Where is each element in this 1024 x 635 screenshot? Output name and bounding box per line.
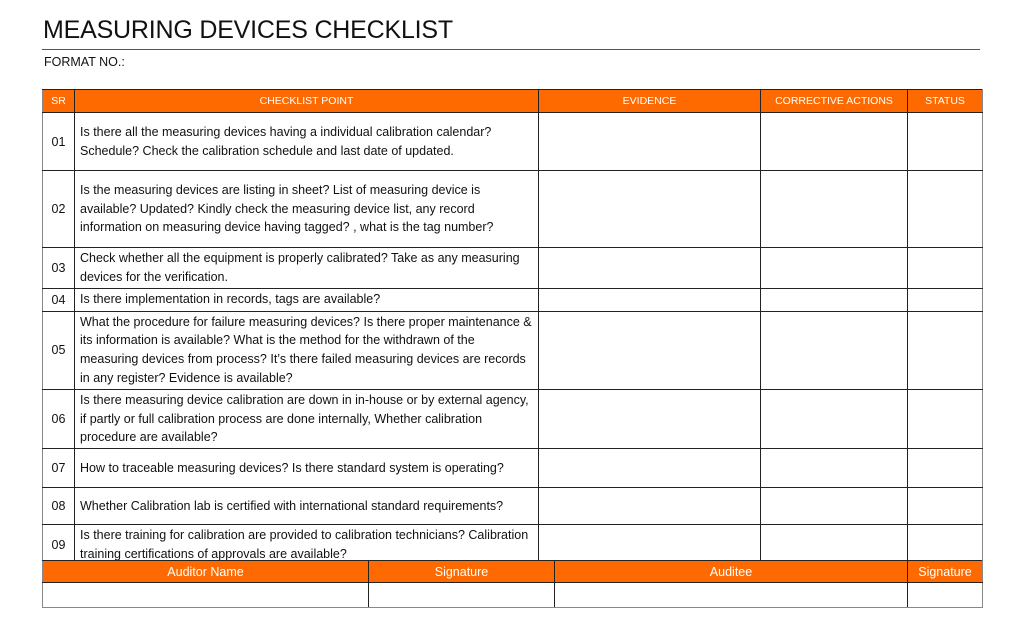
table-row: [43, 311, 983, 389]
checklist-point-cell: How to traceable measuring devices? Is there standard system is operating?: [75, 449, 539, 488]
status-cell[interactable]: [908, 248, 983, 289]
corrective-actions-cell[interactable]: [761, 488, 908, 525]
table-row: [43, 288, 983, 311]
evidence-cell[interactable]: [539, 389, 761, 448]
title-divider: [42, 49, 980, 50]
sr-cell: 01: [43, 113, 75, 171]
table-row: [43, 171, 983, 248]
checklist-point-cell: Whether Calibration lab is certified with international standard requirements?: [75, 488, 539, 525]
auditee-signature-field[interactable]: [908, 583, 983, 608]
auditee-field[interactable]: [555, 583, 908, 608]
checklist-table: [42, 89, 983, 566]
checklist-header-row: [43, 90, 983, 113]
corrective-actions-cell[interactable]: [761, 248, 908, 289]
table-row: [43, 248, 983, 289]
column-header-auditee-signature: Signature: [908, 561, 983, 583]
checklist-point-cell: Is there implementation in records, tags are available?: [75, 288, 539, 311]
table-row: [43, 488, 983, 525]
auditor-name-field[interactable]: [43, 583, 369, 608]
corrective-actions-cell[interactable]: [761, 449, 908, 488]
column-header-sr: SR: [43, 90, 75, 113]
sr-cell: 03: [43, 248, 75, 289]
format-number-label: FORMAT NO.:: [44, 55, 125, 69]
status-cell[interactable]: [908, 171, 983, 248]
evidence-cell[interactable]: [539, 248, 761, 289]
corrective-actions-cell[interactable]: [761, 288, 908, 311]
checklist-point-cell: Is there measuring device calibration are down in in-house or by external agency, if partly or full calibration process are done internally, Whether calibration procedure are available?: [75, 389, 539, 448]
corrective-actions-cell[interactable]: [761, 171, 908, 248]
checklist-point-cell: Is there all the measuring devices having a individual calibration calendar? Schedule? Check the calibration schedule and last date of updated.: [75, 113, 539, 171]
checklist-point-cell: Check whether all the equipment is properly calibrated? Take as any measuring devices for the verification.: [75, 248, 539, 289]
sr-cell: 07: [43, 449, 75, 488]
corrective-actions-cell[interactable]: [761, 389, 908, 448]
evidence-cell[interactable]: [539, 449, 761, 488]
column-header-auditor-name: Auditor Name: [43, 561, 369, 583]
corrective-actions-cell[interactable]: [761, 311, 908, 389]
checklist-point-cell: Is the measuring devices are listing in sheet? List of measuring device is available? Updated? Kindly check the measuring device list, any record information on measuring device having tagged? , what is the tag number?: [75, 171, 539, 248]
auditor-signature-field[interactable]: [369, 583, 555, 608]
column-header-auditor-signature: Signature: [369, 561, 555, 583]
status-cell[interactable]: [908, 389, 983, 448]
column-header-auditee: Auditee: [555, 561, 908, 583]
column-header-checklist-point: CHECKLIST POINT: [75, 90, 539, 113]
evidence-cell[interactable]: [539, 488, 761, 525]
sr-cell: 02: [43, 171, 75, 248]
evidence-cell[interactable]: [539, 171, 761, 248]
status-cell[interactable]: [908, 288, 983, 311]
corrective-actions-cell[interactable]: [761, 113, 908, 171]
signoff-value-row: [43, 583, 983, 608]
document-title: MEASURING DEVICES CHECKLIST: [43, 16, 453, 44]
sr-cell: 08: [43, 488, 75, 525]
status-cell[interactable]: [908, 488, 983, 525]
sr-cell: 06: [43, 389, 75, 448]
sr-cell: 09: [43, 525, 75, 566]
signoff-table: [42, 560, 983, 608]
column-header-evidence: EVIDENCE: [539, 90, 761, 113]
table-row: [43, 113, 983, 171]
signoff-header-row: [43, 561, 983, 583]
status-cell[interactable]: [908, 113, 983, 171]
evidence-cell[interactable]: [539, 288, 761, 311]
status-cell[interactable]: [908, 311, 983, 389]
checklist-point-cell: Is there training for calibration are provided to calibration technicians? Calibration training certifications of approvals are available?: [75, 525, 539, 566]
sr-cell: 05: [43, 311, 75, 389]
column-header-corrective-actions: CORRECTIVE ACTIONS: [761, 90, 908, 113]
evidence-cell[interactable]: [539, 113, 761, 171]
column-header-status: STATUS: [908, 90, 983, 113]
status-cell[interactable]: [908, 449, 983, 488]
evidence-cell[interactable]: [539, 311, 761, 389]
checklist-point-cell: What the procedure for failure measuring devices? Is there proper maintenance & its information is available? What is the method for the withdrawn of the measuring devices from process? It’s there failed measuring devices are records in any register? Evidence is available?: [75, 311, 539, 389]
table-row: [43, 389, 983, 448]
sr-cell: 04: [43, 288, 75, 311]
table-row: [43, 449, 983, 488]
